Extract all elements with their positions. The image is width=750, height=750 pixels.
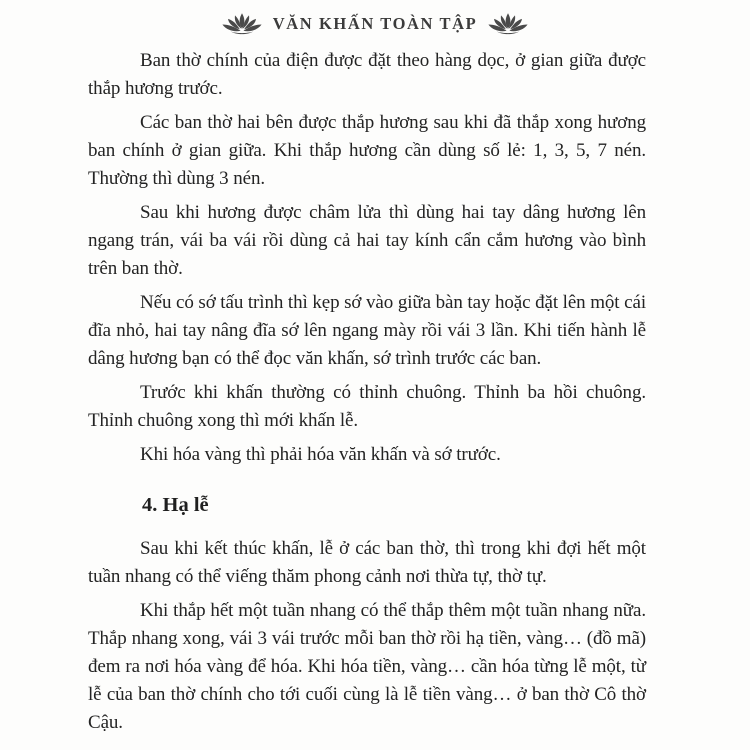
- paragraph: Khi hóa vàng thì phải hóa văn khấn và sớ trước.: [140, 444, 501, 465]
- paragraph: Các ban thờ hai bên được thắp hương sau khi đã thắp xong hương ban chính ở gian giữa. Khi thắp hương cần dùng số lẻ: 1, 3, 5, 7 nén. Thường thì dùng 3 nén.: [88, 112, 646, 189]
- page-title: VĂN KHẤN TOÀN TẬP: [272, 14, 478, 33]
- page-header: [0, 0, 750, 39]
- lotus-icon: [221, 11, 263, 38]
- paragraph: Nếu có sớ tấu trình thì kẹp sớ vào giữa bàn tay hoặc đặt lên một cái đĩa nhỏ, hai tay nâng đĩa sớ lên ngang mày rồi vái 3 lần. Khi tiến hành lễ dâng hương bạn có thể đọc văn khấn, sớ trình trước các ban.: [88, 292, 646, 369]
- paragraph: Trước khi khấn thường có thỉnh chuông. Thỉnh ba hồi chuông. Thỉnh chuông xong thì mới khấn lễ.: [88, 382, 646, 431]
- paragraph: Khi thắp hết một tuần nhang có thể thắp thêm một tuần nhang nữa. Thắp nhang xong, vái 3 vái trước mỗi ban thờ rồi hạ tiền, vàng… (đồ mã) đem ra nơi hóa vàng để hóa. Khi hóa tiền, vàng… cần hóa từng lễ một, từ lễ của ban thờ chính cho tới cuối cùng là lễ tiền vàng… ở ban thờ Cô thờ Cậu.: [88, 600, 646, 733]
- lotus-icon: [487, 11, 529, 38]
- paragraph: Ban thờ chính của điện được đặt theo hàng dọc, ở gian giữa được thắp hương trước.: [88, 50, 646, 99]
- paragraph: Sau khi hương được châm lửa thì dùng hai tay dâng hương lên ngang trán, vái ba vái rồi dùng cả hai tay kính cẩn cắm hương vào bình trên ban thờ.: [88, 202, 646, 279]
- paragraph: Sau khi kết thúc khấn, lễ ở các ban thờ, thì trong khi đợi hết một tuần nhang có thể viếng thăm phong cảnh nơi thừa tự, thờ tự.: [88, 538, 646, 587]
- section-heading: 4. Hạ lễ: [142, 494, 209, 516]
- page-body: [0, 47, 750, 737]
